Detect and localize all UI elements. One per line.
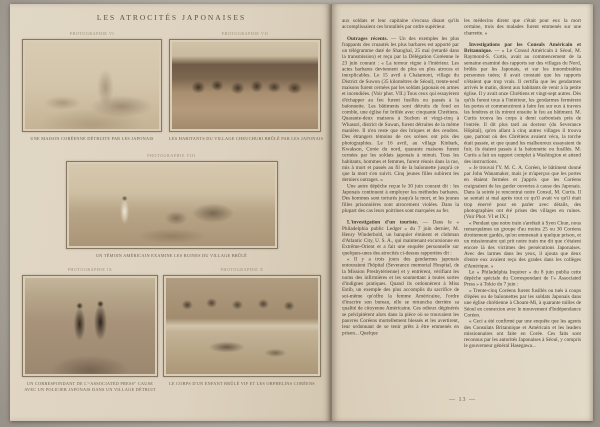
- photo-label: PHOTOGRAPHIE IX: [67, 267, 113, 273]
- figure-correspondent: [22, 267, 158, 392]
- paragraph-heading: L'investigation d'un touriste.: [347, 219, 423, 226]
- page-title: LES ATROCITÉS JAPONAISES: [96, 13, 247, 22]
- figure-villagers: [169, 31, 324, 142]
- paragraph: L'investigation d'un touriste. — Dans le « Philadelphia public Ledger » du 7 juin dernier, M. Henry Winderbold, un banquier éminent et clubman d'Atlantic City, U. S. A., qui maintenant excursionne en Extrême-Orient et a fait une enquête personnelle sur quelques-unes des atrocités ci-dessus rapportées dit :: [342, 219, 459, 256]
- paragraph: « Pendant que notre train s'arrêtait à Syen Chun, nous remarquâmes un groupe d'au moins 25 ou 30 Coréens étroitement gardés, qu'on emmenait à quelque prison, et un missionnaire qui prit notre train me dit que c'étaient encore là des victimes des persécutions Japonaises. Avec des larmes dans les yeux, il ajouta que deux d'entre eux avaient reçu des grades dans les collèges d'Amérique. »: [464, 220, 581, 269]
- paragraph: « Ceci a été confirmé par une enquête que les agents des Consulats Britannique et Américain et les leaders missionnaires ont faite en Corée. Ces faits sont reconnus par les autorités Japonaises à Séoul, y compris le gouverneur général Hasegawa...: [464, 318, 581, 349]
- text-area: [342, 18, 581, 401]
- left-page: [10, 4, 331, 421]
- burned-house-photo: [25, 42, 159, 129]
- paragraph: aux soldats et leur capitaine s'excusa disant qu'ils accomplissaient ces brutalités par ordre supérieur.: [342, 18, 459, 30]
- page-number: — 13 —: [449, 397, 476, 403]
- text-column-1: [342, 18, 459, 400]
- paragraph: les médecins dirent que c'était pour eux la mort certaine, trois des malades furent emmenés sur une charrette. »: [464, 18, 581, 36]
- paragraph: « Trente-cinq Coréens furent fusillés ou tués à coups d'épées ou de baïonnettes par les soldats Japonais dans une église chrétienne à Choam-Mi, à quarante milles de Séoul en connexion avec le mouvement d'Indépendance Coréen.: [464, 287, 581, 318]
- photo-label: PHOTOGRAPHIE X: [220, 267, 264, 273]
- photo-label: PHOTOGRAPHIE VI: [69, 31, 115, 36]
- photo-row-bottom: [22, 267, 321, 392]
- photo-caption: UNE MAISON CORÉENNE DÉTRUITE PAR LES JAPONAIS: [30, 136, 154, 141]
- photo-frame: [169, 39, 321, 132]
- photo-caption: UN TÉMOIN AMÉRICAIN EXAMINE LES RUINES DU VILLAGE BRÛLÉ: [95, 252, 248, 258]
- text-column-2: [464, 18, 581, 400]
- paragraph: Outrages récents. — Un des exemples les plus frappants des cruautés les plus barbares est apporté par un télégramme daté de Shanghaï, 25 mai (retardé dans la transmission) et reçu par la Délégation Coréenne le 23 juin courant : « La terreur règne à l'intérieur. Les actes barbares deviennent de plus en plus atroces et inexplicables. Le 15 avril à Chaïamoni, village du District de Suwon (35 kilomètres de Séoul), trente-neuf maisons furent cernées par les soldats japonais en armes et incendiées. (Voir phot. VII.) Tous ceux qui essayèrent d'échapper au feu furent fusillés ou passés à la baïonnette. Les bâtiments sont détruits de fond en comble, une église fut brûlée avec cinquante Chrétiens. Quarante-deux maisons à Suchon et vingt-cinq à Whasuri, district de Suwan, furent détruites de la même manière. Il n'en reste que des briques et des cendres. Des étrangers témoins de ces scènes ont pris des photographies. Le 16 avril, au village Kinbark, Kwakson, Corée du nord, quarante maisons furent cernées par les soldats japonais à minuit. Tous les habitants, hommes et femmes, furent réunis dans la rue, mis à mort et passés au fil de la baïonnette jusqu'à ce que la mort s'en suivit. Cinq jeunes filles subirent les derniers outrages. »: [342, 35, 459, 183]
- paragraph: « Je trouvai l'Y. M. C. A. Coréen, le bâtiment donné par John Wanamaker, mais je m'aperçus que les portes en étaient fermées et j'appris que les Coréens craignaient de les garder ouvertes à cause des Japonais. Dans la soirée je rencontrai notre Consul, M. Curtis. Il se sentait si mal après tout ce qu'il avait vu qu'il était trop énervé pour en parler avec détails, des photographies ont été prises des villages en ruines. (Voir Phot. VI et IX.): [464, 164, 581, 220]
- paragraph: « Il y a trois jours des gendarmes japonais entouraient l'hôpital (Severance memorial Hospital, de la Mission Presbytérienne) et y entrèrent, vérifiant les noms des infirmières et les soumettant à toutes sortes d'indignes pratiques. Quand ils ordonnèrent à Miss Estib, un exemple des plus accomplis du sacrifice de soi-même qu'offre la femme Américaine, l'ordre d'inscrire son bureau, elle se retrancha derrière sa qualité de citoyenne Américaine. Ces odieux dégénérés se précipitèrent alors dans la pièce où se trouvaient les pauvres Coréens mortellement blessés et les avertirent, leur ordonnant de se tenir prêts à être emmenés en prison... Quelque: [342, 256, 459, 336]
- figure-orphans: [163, 267, 321, 392]
- photo-frame: [163, 275, 321, 377]
- photo-label: PHOTOGRAPHIE VII: [221, 31, 269, 36]
- american-witness-photo: [69, 164, 275, 246]
- villagers-photo: [172, 42, 318, 129]
- correspondent-photo: [25, 278, 155, 374]
- paragraph: Une autre dépêche reçue le 30 juin courant dit : les Japonais continuent à employer les méthodes barbares. Des hommes sont torturés jusqu'à la mort, et les jeunes filles prisonnières sont atrocement violées. Dans la plupart des cas leurs poitrines sont marquées au fer.: [342, 183, 459, 214]
- photo-frame: [22, 275, 158, 377]
- photo-caption: LES HABITANTS DU VILLAGE CHEUCHURI BRÛLÉ PAR LES JAPONAIS: [169, 136, 324, 141]
- text-columns: [342, 18, 581, 400]
- photo-caption: LE CORPS D'UN ENFANT BRÛLÉ VIF ET LES ORPHELINS CORÉENS: [169, 381, 315, 387]
- page-spread: [10, 4, 593, 421]
- photo-frame: [22, 39, 162, 132]
- photo-frame: [66, 161, 278, 249]
- paragraph-heading: Investigations par les Consuls Américain et Britannique.: [464, 41, 581, 54]
- paragraph-heading: Outrages récents.: [347, 35, 391, 42]
- paragraph: Investigations par les Consuls Américain et Britannique. — « Le Consul Américain à Séoul, M. Raymond-S. Curtis, avait au commencement de la semaine examiné des rapports sur des villages du Nord, brûlés par les Japonais, et sur les innombrables personnes tuées; il avait constaté que les rapports n'étaient que trop vrais. Il certifia que les gendarmes arrivés le matin, dirent aux habitants de venir à la petite église. Il y avait onze Chrétiens et vingt-sept autres. Dès qu'ils furent tous à l'intérieur, les gendarmes fermèrent les portes et commencèrent à faire feu sur eux à travers les fenêtres et ils mirent ensuite le feu au bâtiment. M. Curtis trouva les corps à demi carbonisés près de l'entrée. Il dit plus tard au docteur (du Severance Hôpital), qu'en allant à cinq autres villages il trouva que, partout où des Chrétiens avaient vécu, la torche était passée, et que quand les malheureux essayaient de fuir, ils étaient passés à la baïonnette ou fusillés. M. Curtis a fait un rapport complet à Washington et attend des instructions.: [464, 41, 581, 165]
- photo-caption: UN CORRESPONDANT DE L'“ASSOCIATED PRESS” CAUSE AVEC UN POLICIER JAPONAIS DANS UN VILLAGE DÉTRUIT: [24, 381, 156, 392]
- paragraph: Le « Philadelphia Inquirer » du 8 juin publia cette dépêche spéciale du Correspondant de l'« Associated Press » à Tokio du 7 juin :: [464, 269, 581, 288]
- photo-row-top: [22, 31, 324, 142]
- photo-label: PHOTOGRAPHIE VIII: [147, 152, 196, 158]
- figure-burned-house: [22, 31, 162, 142]
- right-page: [331, 4, 593, 421]
- orphans-photo: [166, 278, 318, 374]
- figure-american-witness: [66, 153, 278, 259]
